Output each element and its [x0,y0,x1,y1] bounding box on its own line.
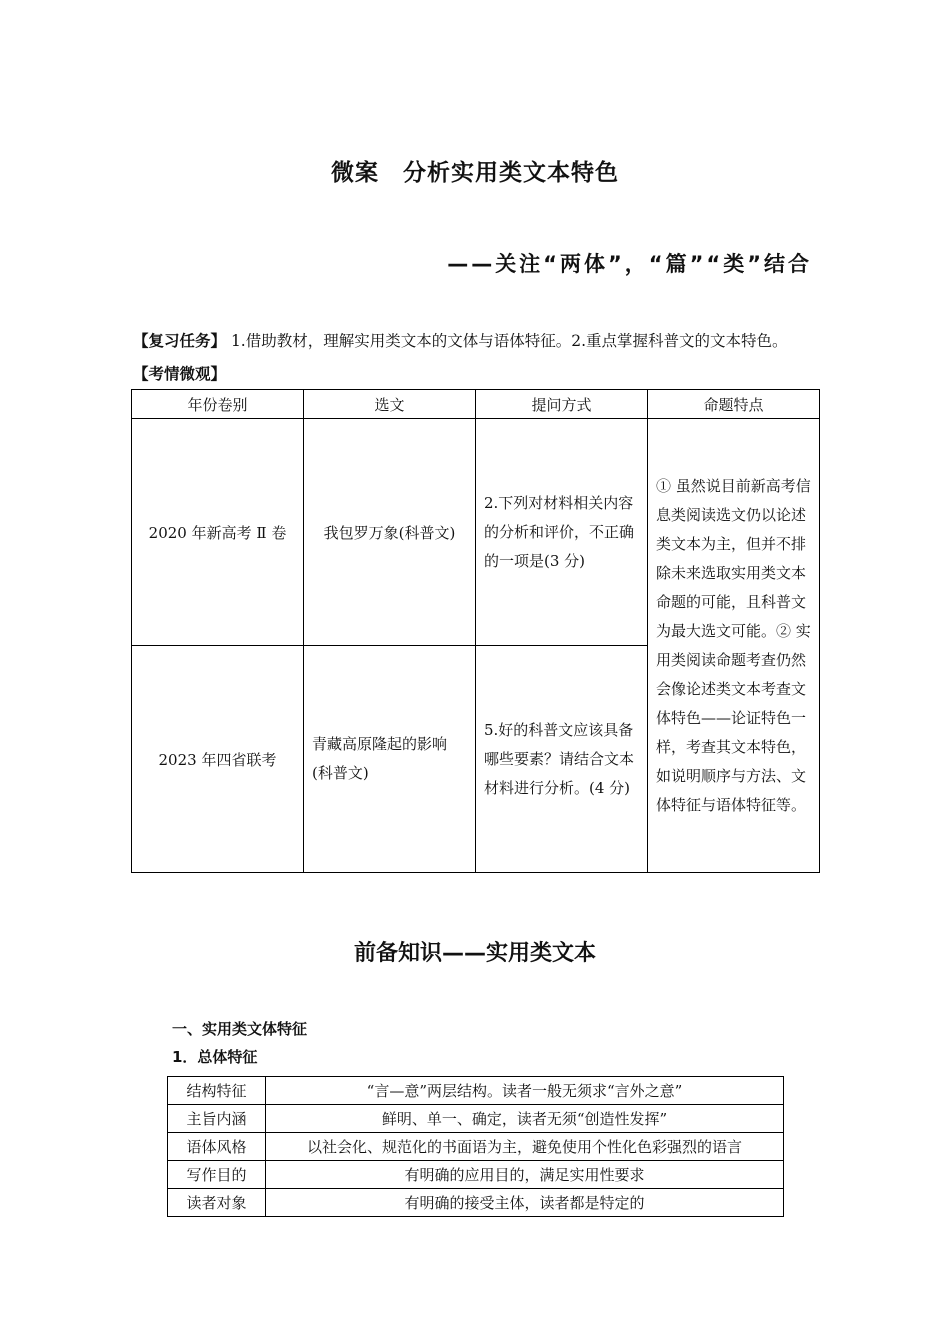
feature-label: 写作目的 [168,1161,266,1189]
text-cell: 青藏高原隆起的影响(科普文) [304,646,476,873]
survey-label: 【考情微观】 [133,365,227,383]
feature-label: 主旨内涵 [168,1105,266,1133]
section-title: 前备知识——实用类文本 [353,941,596,966]
page-subtitle: ——关注“两体”，“篇”“类”结合 [447,252,812,276]
feature-value: “言—意”两层结构。读者一般无须求“言外之意” [266,1077,784,1105]
feature-cell: ① 虽然说目前新高考信息类阅读选文仍以论述类文本为主，但并不排除未来选取实用类文本命题的可能，且科普文为最大选文可能。② 实用类阅读命题考查仍然会像论述类文本考查文体特色——论证特色一样，考查其文本特色，如说明顺序与方法、文体特征与语体特征等。 [648,419,820,873]
feature-label: 语体风格 [168,1133,266,1161]
text-cell: 我包罗万象(科普文) [304,419,476,646]
feature-value: 鲜明、单一、确定，读者无须“创造性发挥” [266,1105,784,1133]
column-header: 命题特点 [648,390,820,419]
heading-level-1: 一、实用类文体特征 [172,1020,308,1038]
review-task-label: 【复习任务】 [133,332,227,350]
table-row [168,1161,784,1189]
year-cell: 2023 年四省联考 [132,646,304,873]
column-header: 选文 [304,390,476,419]
review-task [133,329,833,351]
feature-value: 以社会化、规范化的书面语为主，避免使用个性化色彩强烈的语言 [266,1133,784,1161]
table-row [168,1133,784,1161]
review-task-text: 1.借助教材，理解实用类文本的文体与语体特征。2.重点掌握科普文的文本特色。 [226,332,788,350]
table-row [168,1189,784,1217]
question-cell: 5.好的科普文应该具备哪些要素？请结合文本材料进行分析。(4 分) [476,646,648,873]
table-row [168,1105,784,1133]
column-header: 提问方式 [476,390,648,419]
year-cell: 2020 年新高考 Ⅱ 卷 [132,419,304,646]
heading-level-2: 1．总体特征 [172,1048,258,1066]
table-header-row [132,390,820,419]
feature-value: 有明确的接受主体，读者都是特定的 [266,1189,784,1217]
page-title: 微案 分析实用类文本特色 [331,160,619,186]
column-header: 年份卷别 [132,390,304,419]
table-row [132,419,820,646]
features-table [167,1076,784,1217]
feature-value: 有明确的应用目的，满足实用性要求 [266,1161,784,1189]
question-cell: 2.下列对材料相关内容的分析和评价，不正确的一项是(3 分) [476,419,648,646]
table-row [168,1077,784,1105]
exam-survey-table [131,389,820,873]
feature-label: 读者对象 [168,1189,266,1217]
feature-label: 结构特征 [168,1077,266,1105]
